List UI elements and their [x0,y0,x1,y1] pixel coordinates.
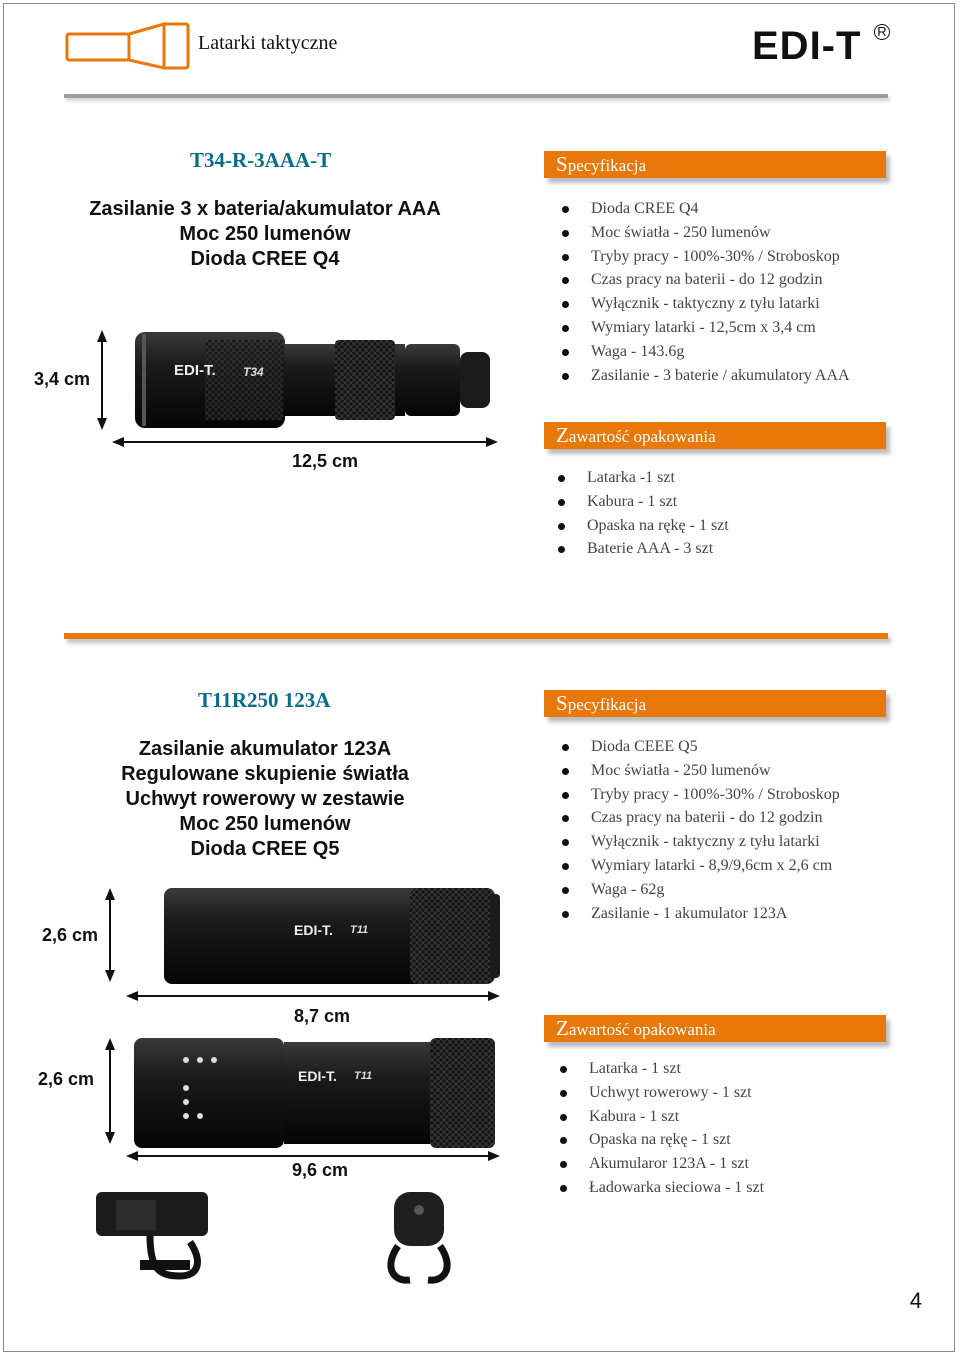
box-item: Ładowarka sieciowa - 1 szt [560,1176,764,1200]
bike-mount-front-view [391,1192,447,1280]
feature-line: Dioda CREE Q4 [190,248,340,270]
spec-item: Dioda CEEE Q5 [562,735,840,759]
feature-line: Dioda CREE Q5 [190,838,340,860]
flashlight-t34-image [30,320,500,480]
feature-line: Regulowane skupienie światła [121,763,409,785]
spec-item: Wyłącznik - taktyczny z tyłu latarki [562,830,840,854]
flashlight-brand-print: EDI-T. [298,1068,337,1084]
dimension-height: 2,6 cm [38,1069,95,1089]
spec-item: Tryby pracy - 100%-30% / Stroboskop [562,245,850,269]
dimension-length: 12,5 cm [292,451,359,471]
spec-item: Wyłącznik - taktyczny z tyłu latarki [562,292,850,316]
flashlight-model-print: T11 [350,924,369,936]
page-number: 4 [909,1288,922,1313]
feature-line: Zasilanie akumulator 123A [138,738,392,760]
product-features [40,197,490,272]
box-contents-list [558,466,729,561]
bike-mount-side-view [96,1192,208,1276]
flashlight-brand-print: EDI-T. [174,362,216,379]
feature-line: Moc 250 lumenów [179,813,351,835]
box-item: Opaska na rękę - 1 szt [560,1128,764,1152]
flashlight-model-print: T11 [354,1070,373,1082]
box-item: Baterie AAA - 3 szt [558,537,729,561]
spec-item: Wymiary latarki - 12,5cm x 3,4 cm [562,316,850,340]
flashlight-t11-image [30,880,510,1290]
box-item: Kabura - 1 szt [558,490,729,514]
spec-item: Moc światła - 250 lumenów [562,221,850,245]
box-item: Opaska na rękę - 1 szt [558,514,729,538]
dimension-length: 8,7 cm [294,1006,351,1026]
feature-line: Zasilanie 3 x bateria/akumulator AAA [89,198,441,220]
flashlight-outline-icon [64,20,194,72]
registered-mark: R [874,24,890,40]
spec-item: Czas pracy na baterii - do 12 godzin [562,268,850,292]
box-contents-header: Zawartość opakowania [544,422,886,449]
header-title: Latarki taktyczne [198,32,338,54]
box-item: Kabura - 1 szt [560,1105,764,1129]
spec-item: Zasilanie - 1 akumulator 123A [562,902,840,926]
box-contents-list [560,1057,764,1200]
spec-item: Tryby pracy - 100%-30% / Stroboskop [562,783,840,807]
box-item: Uchwyt rowerowy - 1 szt [560,1081,764,1105]
brand-logo: EDI-T [752,24,862,68]
product-model: T11R250 123A [198,688,331,712]
spec-item: Dioda CREE Q4 [562,197,850,221]
spec-item: Waga - 62g [562,878,840,902]
section-separator [64,633,888,639]
spec-item: Moc światła - 250 lumenów [562,759,840,783]
dimension-height: 2,6 cm [42,925,99,945]
spec-item: Zasilanie - 3 baterie / akumulatory AAA [562,364,850,388]
flashlight-model-print: T34 [243,365,264,379]
spec-list [562,735,840,925]
box-contents-header: Zawartość opakowania [544,1015,886,1042]
spec-header: Specyfikacja [544,690,886,717]
product-features [40,737,490,862]
box-item: Latarka - 1 szt [560,1057,764,1081]
flashlight-brand-print: EDI-T. [294,922,333,938]
feature-line: Uchwyt rowerowy w zestawie [125,788,405,810]
spec-item: Waga - 143.6g [562,340,850,364]
box-item: Akumularor 123A - 1 szt [560,1152,764,1176]
spec-header: Specyfikacja [544,151,886,178]
product-model: T34-R-3AAA-T [190,148,332,172]
dimension-height: 3,4 cm [34,369,91,389]
dimension-length: 9,6 cm [292,1160,349,1180]
spec-item: Czas pracy na baterii - do 12 godzin [562,806,840,830]
box-item: Latarka -1 szt [558,466,729,490]
spec-item: Wymiary latarki - 8,9/9,6cm x 2,6 cm [562,854,840,878]
spec-list [562,197,850,387]
header-rule [64,94,888,98]
feature-line: Moc 250 lumenów [179,223,351,245]
